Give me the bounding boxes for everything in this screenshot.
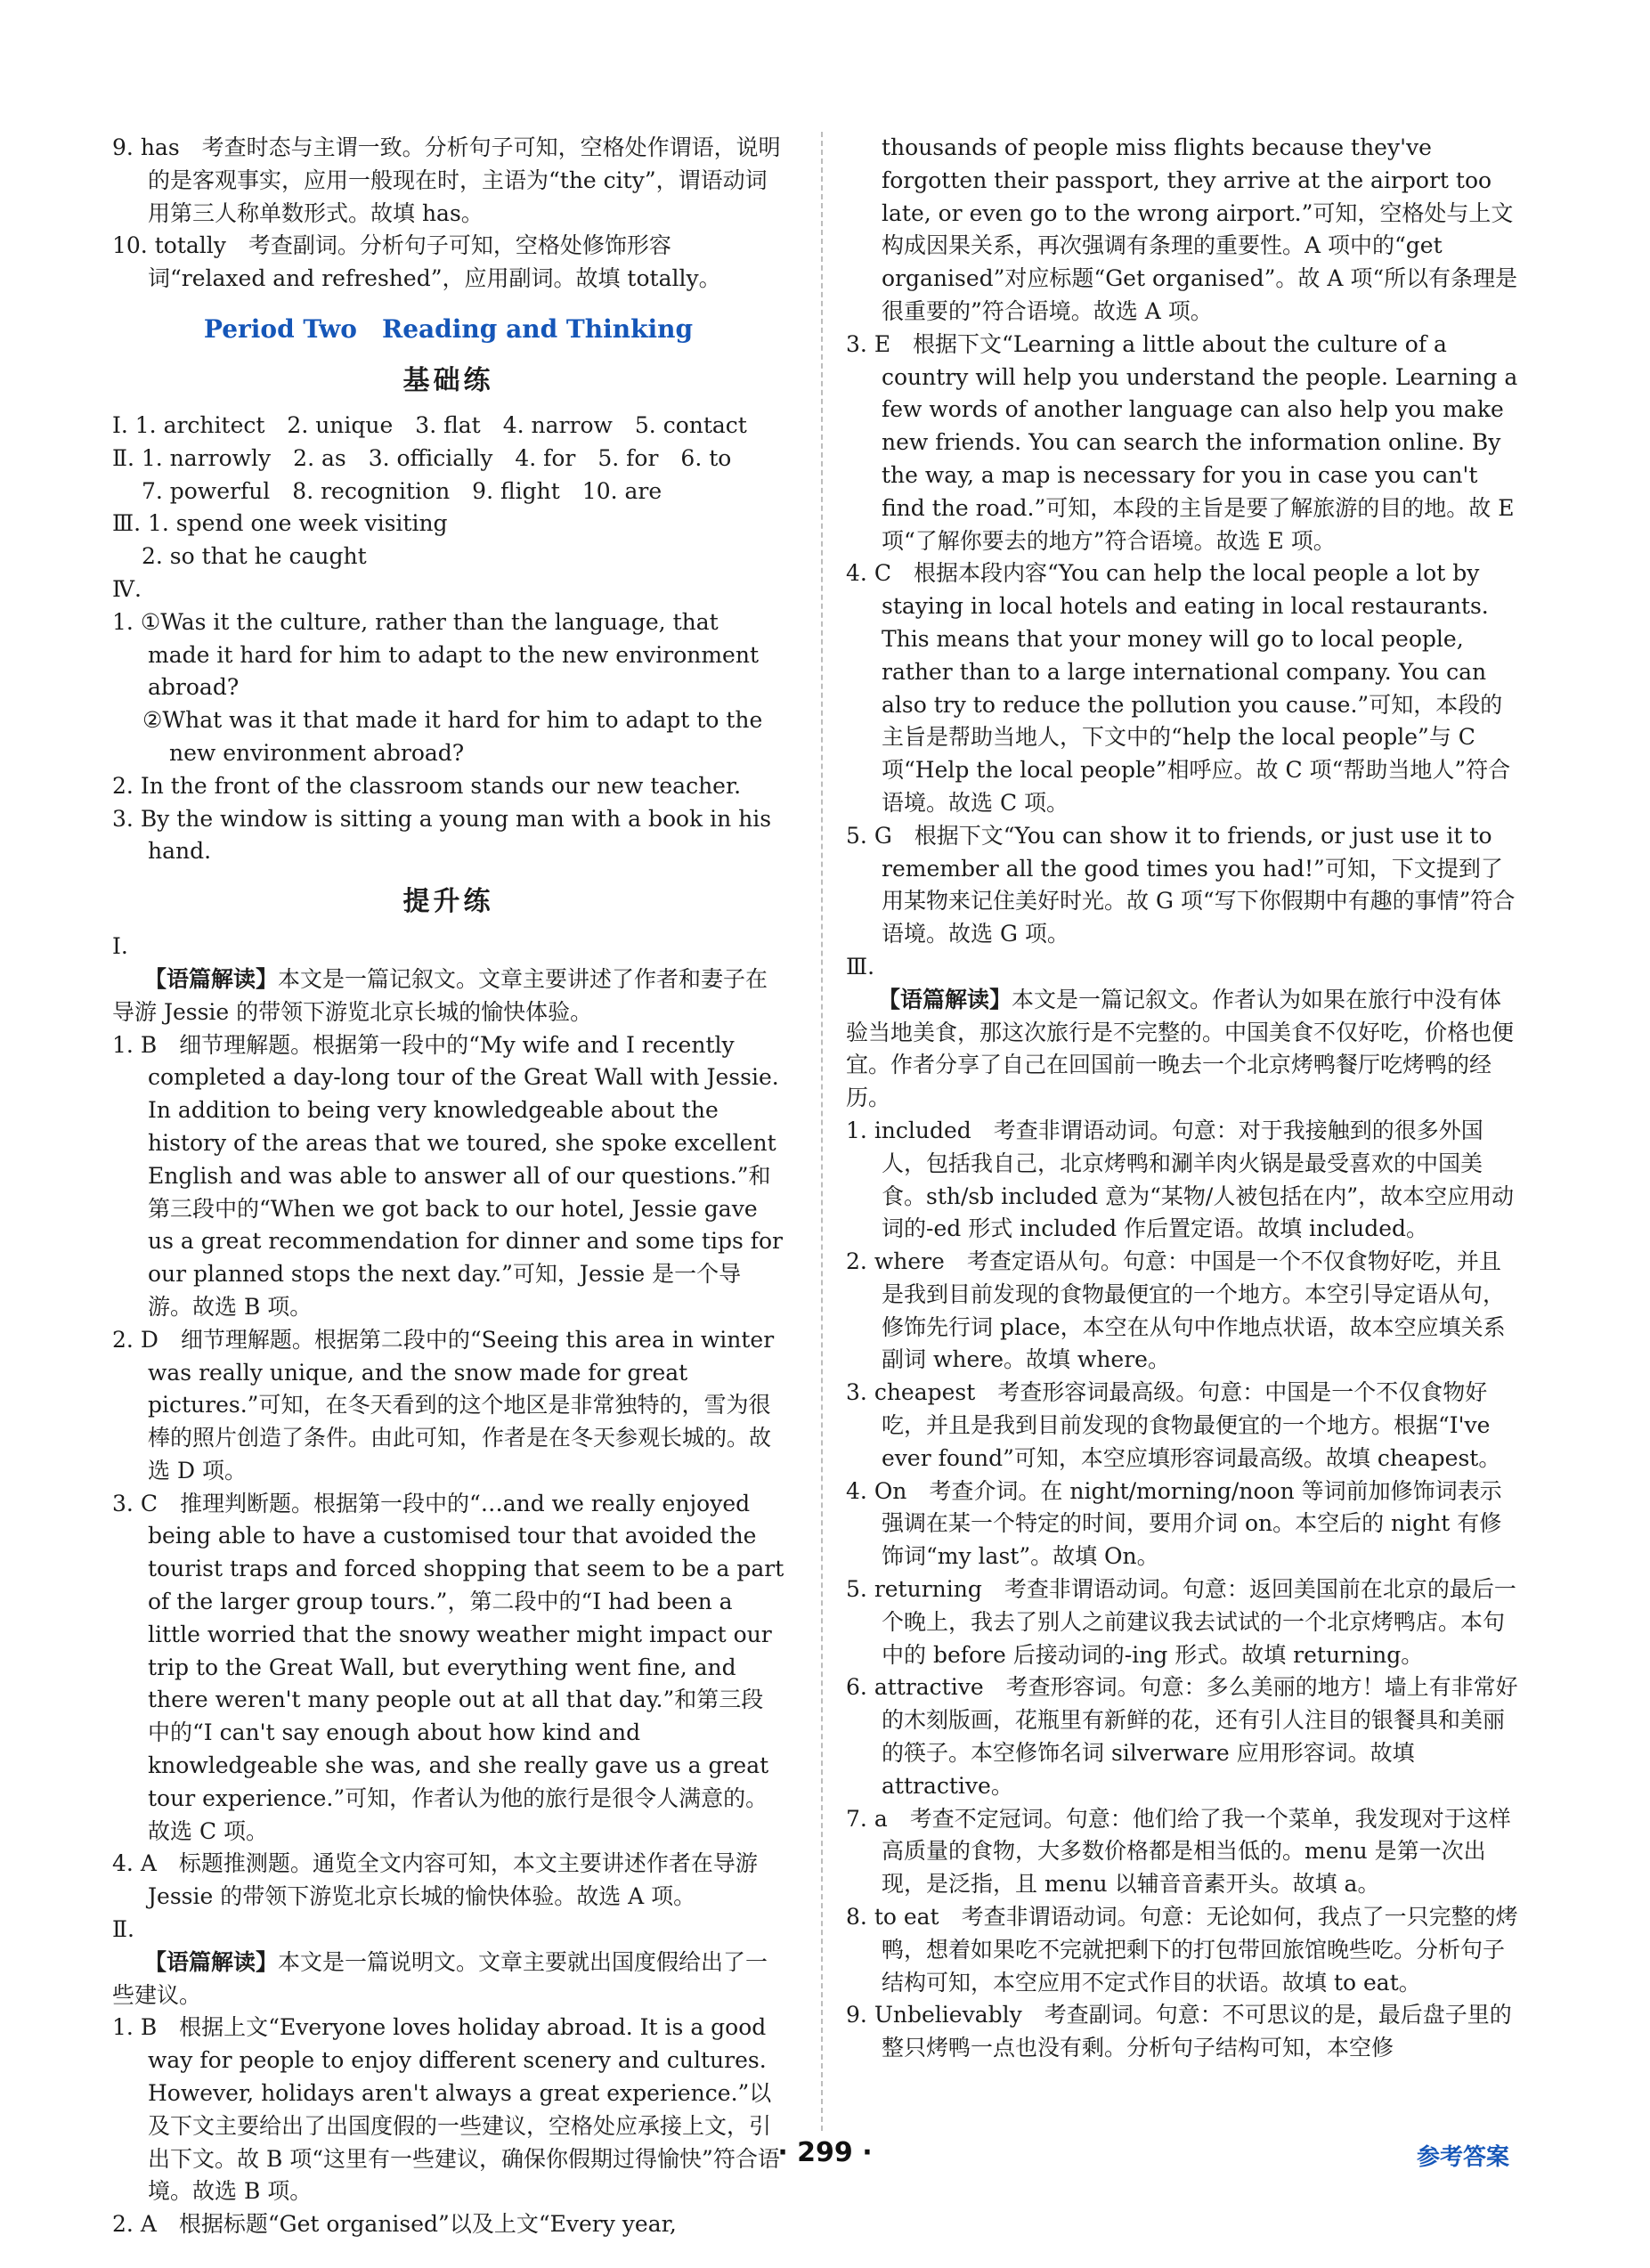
section3-answers xyxy=(846,1115,1518,2065)
section2-answers-right xyxy=(846,329,1525,951)
answer-number: 8. xyxy=(846,1904,874,1931)
answer-item xyxy=(846,329,1525,558)
answer-number: 2. xyxy=(112,2211,141,2238)
answer-number: 1. xyxy=(112,608,141,635)
answer-item xyxy=(846,1803,1518,1901)
section1-label: Ⅰ. xyxy=(112,933,128,960)
answer-number: 9. xyxy=(846,2002,874,2028)
answer-item xyxy=(846,1475,1518,1573)
answer-text: attractive 考查形容词。句意：多么美丽的地方！墙上有非常好的木刻版画，花瓶里有新鲜的花，还有引人注目的银餐具和美丽的筷子。本空修饰名词 silverware 应用形容词。故填 attractive。 xyxy=(874,1674,1518,1799)
answer-item xyxy=(846,820,1518,951)
answer-item xyxy=(112,770,784,803)
section1-interpretation xyxy=(112,963,784,1029)
answer-item xyxy=(846,557,1518,819)
answer-number: 9. xyxy=(112,134,141,160)
answer-text: where 考查定语从句。句意：中国是一个不仅食物好吃，并且是我到目前发现的食物最便宜的一个地方。本空引导定语从句，修饰先行词 place，本空在从句中作地点状语，故本空应填关系副词 where。故填 where。 xyxy=(874,1248,1506,1373)
answer-number: 3. xyxy=(112,805,141,832)
interp-tag: 【语篇解读】 xyxy=(144,965,279,992)
answer-text: ①Was it the culture, rather than the language, that made it hard for him to adapt to the new environment abroad? xyxy=(140,608,766,701)
answer-text: C 根据本段内容“You can help the local people a lot by staying in local hotels and eating in local restaurants. This means that your money will go to local people, rather than to a large international company. You can also try to reduce the pollution you cause.”可知，本段的主旨是帮助当地人，下文中的“help the local people”与 C 项“Help the local people”相呼应。故 C 项“帮助当地人”符合语境。故选 C 项。 xyxy=(874,560,1511,816)
answer-item xyxy=(112,704,784,770)
section1-answers xyxy=(112,1029,792,1914)
answer-text: a 考查不定冠词。句意：他们给了我一个菜单，我发现对于这样高质量的食物，大多数价格都是相当低的。menu 是第一次出现，是泛指，且 menu 以辅音音素开头。故填 a。 xyxy=(874,1805,1511,1898)
answer-item xyxy=(846,1999,1518,2065)
answer-text: By the window is sitting a young man with a book in his hand. xyxy=(140,805,779,865)
answer-text: E 根据下文“Learning a little about the culture of a country will help you understand the people. Learning a few words of another language can also help you make new friends. You can search the information online. By the way, a map is necessary for you in case you can't find the road.”可知，本段的主旨是要了解旅游的目的地。故 E 项“了解你要去的地方”符合语境。故选 E 项。 xyxy=(874,330,1525,554)
period-title: Period Two Reading and Thinking xyxy=(203,313,694,344)
answer-item xyxy=(112,132,784,230)
answer-text: cheapest 考查形容词最高级。句意：中国是一个不仅食物好吃，并且是我到目前发现的食物最便宜的一个地方。根据“I've ever found”可知，本空应填形容词最高级。故填 cheapest。 xyxy=(874,1379,1501,1471)
answer-text: returning 考查非谓语动词。句意：返回美国前在北京的最后一个晚上，我去了别人之前建议我去试试的一个北京烤鸭店。本句中的 before 后接动词的-ing 形式。故填 returning。 xyxy=(874,1576,1516,1668)
answer-line: Ⅳ. xyxy=(112,575,142,602)
answer-number: 4. xyxy=(846,1477,874,1504)
answer-item xyxy=(112,2208,784,2241)
answer-number: 2. xyxy=(112,772,141,799)
answer-number: 4. xyxy=(846,560,874,587)
interp-text: 本文是一篇说明文。文章主要就出国度假给出了一些建议。 xyxy=(112,1948,768,2008)
answer-item xyxy=(112,803,784,869)
answer-item xyxy=(112,1324,784,1488)
answer-text: C 推理判断题。根据第一段中的“…and we really enjoyed being able to have a customised tour that avoided the tourist traps and forced shopping that seem to be a part of the larger group tours.”，第二段中的“I had been a little worried that the snowy weather might impact our trip to the Great Wall, but everything went fine, and there weren't many people out at all that day.”和第三段中的“I can't say enough about how kind and knowledgeable she was, and she really gave us a great tour experience.”可知，作者认为他的旅行是很令人满意的。故选 C 项。 xyxy=(140,1490,792,1844)
answer-item xyxy=(112,1488,792,1849)
answer-item xyxy=(112,2012,784,2208)
answer-text: In the front of the classroom stands our new teacher. xyxy=(140,772,742,799)
section2-label: Ⅱ. xyxy=(112,1916,134,1943)
answer-number: 3. xyxy=(846,1379,874,1406)
answer-item xyxy=(846,1115,1518,1246)
page-number: · 299 · xyxy=(777,2137,873,2168)
interp-text: 本文是一篇记叙文。文章主要讲述了作者和妻子在导游 Jessie 的带领下游览北京长城的愉快体验。 xyxy=(112,965,768,1025)
interp-tag: 【语篇解读】 xyxy=(144,1948,279,1975)
answer-number: 6. xyxy=(846,1674,874,1701)
answer-item xyxy=(112,1029,790,1324)
answer-line: 7. powerful 8. recognition 9. flight 10. are xyxy=(112,477,662,504)
answer-text: A 标题推测题。通览全文内容可知，本文主要讲述作者在导游 Jessie 的带领下游览北京长城的愉快体验。故选 A 项。 xyxy=(140,1850,765,1910)
section3-label: Ⅲ. xyxy=(846,953,875,980)
answer-number: 4. xyxy=(112,1850,141,1877)
interp-text: 本文是一篇记叙文。作者认为如果在旅行中没有体验当地美食，那这次旅行是不完整的。中国美食不仅好吃，价格也便宜。作者分享了自己在回国前一晚去一个北京烤鸭餐厅吃烤鸭的经历。 xyxy=(846,986,1515,1111)
answer-text: has 考查时态与主谓一致。分析句子可知，空格处作谓语，说明的是客观事实，应用一般现在时，主语为“the city”，谓语动词用第三人称单数形式。故填 has。 xyxy=(140,134,781,226)
answer-number: 2. xyxy=(846,1248,874,1275)
answer-number: 5. xyxy=(846,1576,874,1603)
answer-text: G 根据下文“You can show it to friends, or just use it to remember all the good times you had!”可知，下文提到了用某物来记住美好时光。故 G 项“写下你假期中有趣的事情”符合语境。故选 G 项。 xyxy=(874,822,1516,947)
answer-text: Unbelievably 考查副词。句意：不可思议的是，最后盘子里的整只烤鸭一点也没有剩。分析句子结构可知，本空修 xyxy=(874,2002,1512,2061)
continued-answer: thousands of people miss flights because they've forgotten their passport, they arrive at the airport too late, or even go to the wrong airport.”可知，空格处与上文构成因果关系，再次强调有条理的重要性。A 项中的“get organised”对应标题“Get organised”。故 A 项“所以有条理是很重要的”符合语境。故选 A 项。 xyxy=(882,134,1518,324)
answer-item xyxy=(112,230,784,296)
answer-line: Ⅱ. 1. narrowly 2. as 3. officially 4. for 5. for 6. to xyxy=(112,444,732,471)
answer-line: 2. so that he caught xyxy=(112,543,367,570)
answer-line: Ⅰ. 1. architect 2. unique 3. flat 4. narrow 5. contact xyxy=(112,411,747,438)
answer-number: 3. xyxy=(112,1490,141,1516)
answer-number: 10. xyxy=(112,232,155,259)
answer-number: 5. xyxy=(846,822,874,849)
section2-answers-left xyxy=(112,2012,784,2241)
advanced-practice-title: 提升练 xyxy=(402,886,494,918)
answer-item xyxy=(112,606,784,704)
column-divider xyxy=(821,132,823,2131)
left-column xyxy=(112,132,792,2241)
section3-interpretation xyxy=(846,984,1518,1115)
section2-interpretation xyxy=(112,1947,784,2012)
answer-text: B 细节理解题。根据第一段中的“My wife and I recently completed a day-long tour of the Great Wall with Jessie. In addition to being very knowledgeable about the history of the areas that we toured, she spoke excellent English and was able to answer all of our questions.”和第三段中的“When we got back to our hotel, Jessie gave us a great recommendation for dinner and some tips for our planned stops the next day.”可知，Jessie 是一个导游。故选 B 项。 xyxy=(140,1031,790,1320)
basic-practice-title: 基础练 xyxy=(402,364,494,396)
answer-text: A 根据标题“Get organised”以及上文“Every year, xyxy=(140,2211,677,2238)
answer-text: On 考查介词。在 night/morning/noon 等词前加修饰词表示强调在某一个特定的时间，要用介词 on。本空后的 night 有修饰词“my last”。故填 On。 xyxy=(874,1477,1502,1570)
answer-item xyxy=(846,1901,1518,1999)
answer-number: 1. xyxy=(846,1117,874,1143)
answer-number: 2. xyxy=(112,1326,141,1353)
answer-item xyxy=(846,1671,1518,1802)
answer-item xyxy=(112,1848,784,1914)
footer-label: 参考答案 xyxy=(1416,2144,1509,2171)
right-column xyxy=(846,132,1525,2065)
answer-number: 3. xyxy=(846,330,874,357)
answer-text: included 考查非谓语动词。句意：对于我接触到的很多外国人，包括我自己，北京烤鸭和涮羊肉火锅是最受喜欢的中国美食。sth/sb included 意为“某物/人被包括在内”，故本空应用动词的-ed 形式 included 作后置定语。故填 included。 xyxy=(874,1117,1515,1242)
answer-text: B 根据上文“Everyone loves holiday abroad. It is a good way for people to enjoy different scenery and cultures. However, holidays aren't always a great experience.”以及下文主要给出了出国度假的一些建议，空格处应承接上文，引出下文。故 B 项“这里有一些建议，确保你假期过得愉快”符合语境。故选 B 项。 xyxy=(140,2014,780,2205)
answer-number: 1. xyxy=(112,1031,141,1058)
answer-text: to eat 考查非谓语动词。句意：无论如何，我点了一只完整的烤鸭，想着如果吃不完就把剩下的打包带回旅馆晚些吃。分析句子结构可知，本空应用不定式作目的状语。故填 to eat。 xyxy=(874,1904,1518,1996)
answers-part1 xyxy=(112,132,784,296)
translation-answers xyxy=(112,606,784,868)
answer-number: 7. xyxy=(846,1805,874,1832)
answer-text: ②What was it that made it hard for him to adapt to the new environment abroad? xyxy=(142,707,770,766)
answer-item xyxy=(846,1573,1518,1671)
answer-item xyxy=(846,1377,1518,1475)
answer-item xyxy=(846,1246,1518,1377)
answer-number: 1. xyxy=(112,2014,141,2041)
answer-text: totally 考查副词。分析句子可知，空格处修饰形容词“relaxed and refreshed”，应用副词。故填 totally。 xyxy=(148,232,721,292)
answer-text: D 细节理解题。根据第二段中的“Seeing this area in winter was really unique, and the snow made for great pictures.”可知，在冬天看到的这个地区是非常独特的，雪为很棒的照片创造了条件。由此可知，作者是在冬天参观长城的。故选 D 项。 xyxy=(140,1326,782,1484)
answer-line: Ⅲ. 1. spend one week visiting xyxy=(112,510,448,537)
basic-practice-answers xyxy=(112,410,784,606)
interp-tag: 【语篇解读】 xyxy=(878,986,1012,1012)
